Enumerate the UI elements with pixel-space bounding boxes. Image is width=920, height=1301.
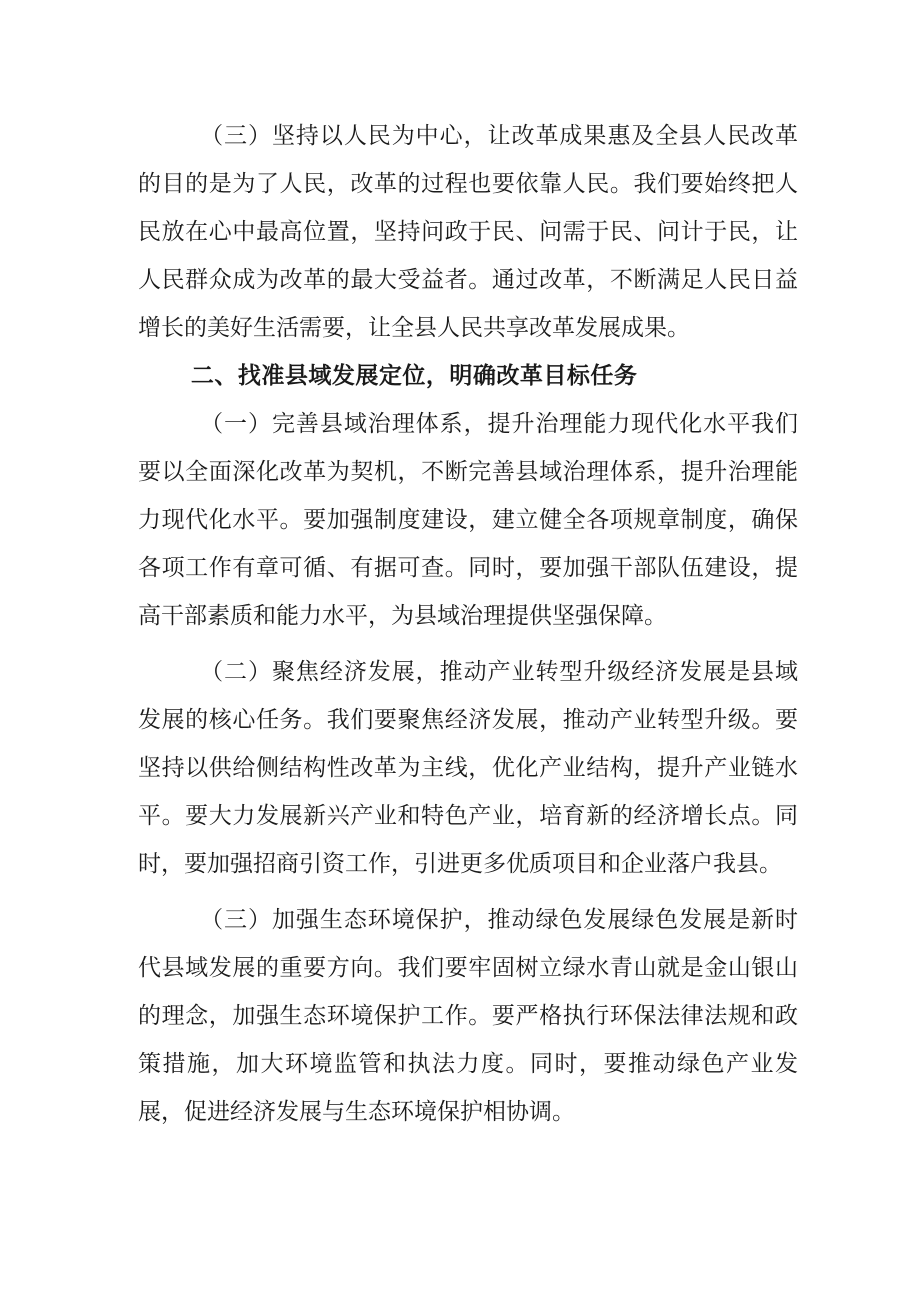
document-body bbox=[138, 112, 798, 1136]
section-heading-2: 二、找准县域发展定位，明确改革目标任务 bbox=[190, 363, 638, 389]
paragraph-ecology: （三）加强生态环境保护，推动绿色发展绿色发展是新时代县域发展的重要方向。我们要牢固树立绿水青山就是金山银山的理念，加强生态环境保护工作。要严格执行环保法律法规和政策措施，加大环境监管和执法力度。同时，要推动绿色产业发展，促进经济发展与生态环境保护相协调。 bbox=[138, 907, 798, 1125]
paragraph-spacer bbox=[138, 888, 798, 896]
paragraph-people-centered: （三）坚持以人民为中心，让改革成果惠及全县人民改革的目的是为了人民，改革的过程也要依靠人民。我们要始终把人民放在心中最高位置，坚持问政于民、问需于民、问计于民，让人民群众成为改革的最大受益者。通过改革，不断满足人民日益增长的美好生活需要，让全县人民共享改革发展成果。 bbox=[138, 123, 798, 341]
paragraph-spacer bbox=[138, 640, 798, 648]
paragraph-economy: （二）聚焦经济发展，推动产业转型升级经济发展是县域发展的核心任务。我们要聚焦经济发展，推动产业转型升级。要坚持以供给侧结构性改革为主线，优化产业结构，提升产业链水平。要大力发展新兴产业和特色产业，培育新的经济增长点。同时，要加强招商引资工作，引进更多优质项目和企业落户我县。 bbox=[138, 659, 798, 877]
paragraph-governance: （一）完善县域治理体系，提升治理能力现代化水平我们要以全面深化改革为契机，不断完善县域治理体系，提升治理能力现代化水平。要加强制度建设，建立健全各项规章制度，确保各项工作有章可循、有据可查。同时，要加强干部队伍建设，提高干部素质和能力水平，为县域治理提供坚强保障。 bbox=[138, 411, 798, 629]
